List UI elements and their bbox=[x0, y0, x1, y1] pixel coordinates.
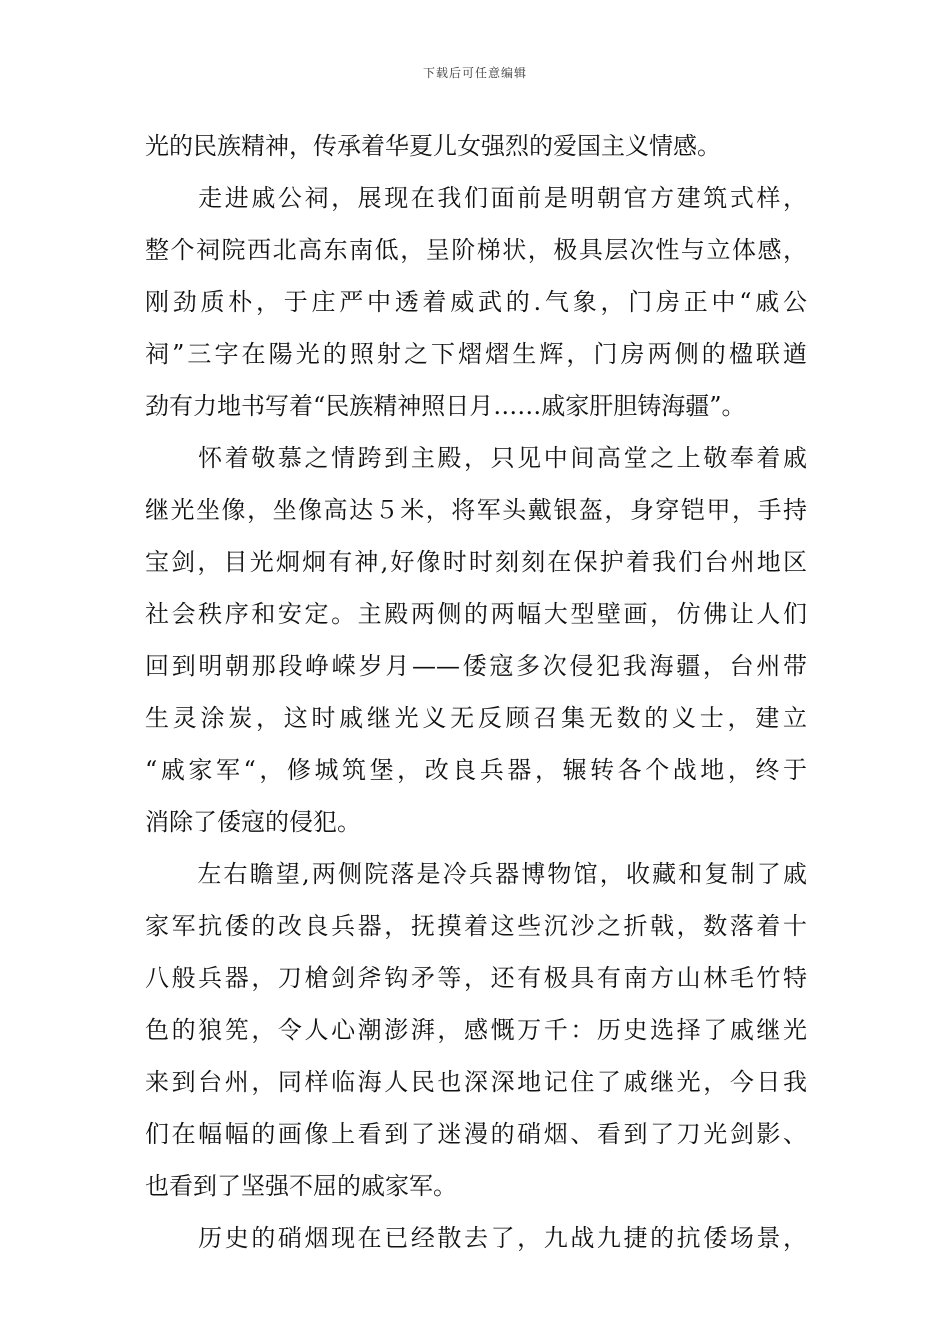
text-line: 劲有力地书写着“民族精神照日月……戚家肝胆铸海疆”。 bbox=[145, 392, 746, 420]
text-line: 历史的硝烟现在已经散去了，九战九捷的抗倭场景， bbox=[145, 1224, 807, 1252]
text-line: 整个祠院西北高东南低，呈阶梯状，极具层次性与立体感， bbox=[145, 236, 807, 264]
document-body bbox=[145, 120, 807, 1264]
text-line: 回到明朝那段峥嵘岁月——倭寇多次侵犯我海疆，台州带 bbox=[145, 652, 807, 680]
text-line: 消除了倭寇的侵犯。 bbox=[145, 808, 361, 836]
text-line: 家军抗倭的改良兵器，抚摸着这些沉沙之折戟，数落着十 bbox=[145, 912, 807, 940]
text-line: 色的狼筅，令人心潮澎湃，感慨万千：历史选择了戚继光 bbox=[145, 1016, 807, 1044]
text-line: “戚家军“，修城筑堡，改良兵器，辗转各个战地，终于 bbox=[145, 756, 807, 784]
text-line: 也看到了坚强不屈的戚家军。 bbox=[145, 1172, 457, 1200]
text-line: 左右瞻望,两侧院落是冷兵器博物馆，收藏和复制了戚 bbox=[145, 860, 807, 888]
text-line: 走进戚公祠，展现在我们面前是明朝官方建筑式样， bbox=[145, 184, 807, 212]
text-line: 们在幅幅的画像上看到了迷漫的硝烟、看到了刀光剑影、 bbox=[145, 1120, 807, 1148]
text-line: 宝剑，目光炯炯有神,好像时时刻刻在保护着我们台州地区 bbox=[145, 548, 807, 576]
text-line: 怀着敬慕之情跨到主殿，只见中间高堂之上敬奉着戚 bbox=[145, 444, 807, 472]
text-line: 祠”三字在陽光的照射之下熠熠生辉，门房两侧的楹联遒 bbox=[145, 340, 807, 368]
page-header-note: 下载后可任意编辑 bbox=[422, 66, 527, 80]
text-line: 光的民族精神，传承着华夏儿女强烈的爱国主义情感。 bbox=[145, 132, 721, 160]
text-line: 刚劲质朴，于庄严中透着威武的.气象，门房正中“戚公 bbox=[145, 288, 807, 316]
text-line: 八般兵器，刀槍剑斧钩矛等，还有极具有南方山林毛竹特 bbox=[145, 964, 807, 992]
text-line: 继光坐像，坐像高达５米，将军头戴银盔，身穿铠甲，手持 bbox=[145, 496, 807, 524]
text-line: 来到台州，同样临海人民也深深地记住了戚继光，今日我 bbox=[145, 1068, 807, 1096]
text-line: 社会秩序和安定。主殿两侧的两幅大型壁画，仿佛让人们 bbox=[145, 600, 807, 628]
text-line: 生灵涂炭，这时戚继光义无反顾召集无数的义士，建立 bbox=[145, 704, 807, 732]
